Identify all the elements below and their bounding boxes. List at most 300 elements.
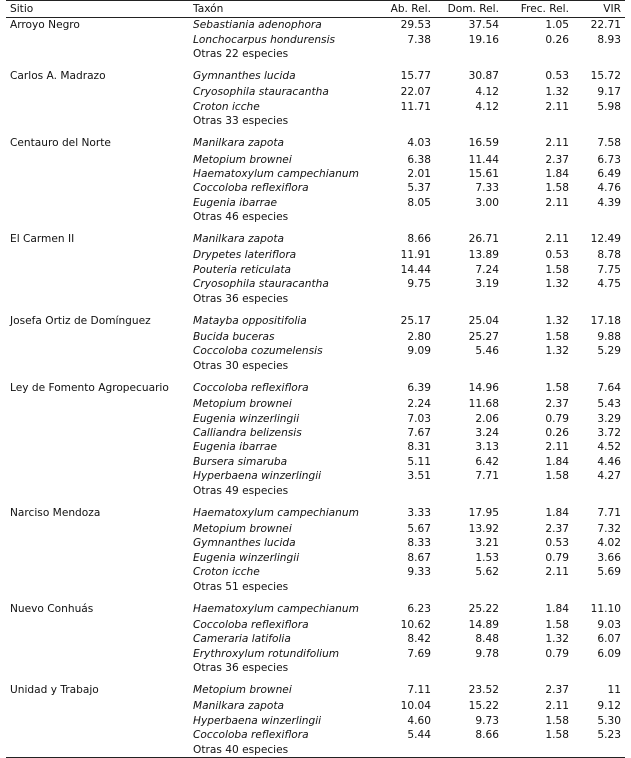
ab-rel-cell: 6.39 — [407, 382, 431, 395]
table-row — [6, 306, 625, 330]
ab-rel-cell: 8.66 — [407, 233, 431, 246]
empty-cell — [503, 359, 573, 373]
dom-rel-cell: 8.66 — [475, 729, 499, 742]
table-row — [6, 224, 625, 248]
dom-rel-cell: 16.59 — [468, 137, 499, 150]
site-cell — [6, 699, 189, 713]
taxon-cell — [189, 714, 370, 728]
taxon-cell — [189, 306, 370, 330]
table-row — [6, 536, 625, 550]
table-row — [6, 522, 625, 536]
vir-cell: 4.76 — [597, 182, 621, 195]
taxon-cell — [189, 594, 370, 618]
table-row — [6, 440, 625, 454]
site-cell — [6, 32, 189, 46]
site-cell — [6, 210, 189, 224]
site-cell — [6, 47, 189, 61]
dom-rel-cell: 25.04 — [468, 314, 499, 327]
taxon-cell — [189, 411, 370, 425]
table-row — [6, 632, 625, 646]
dom-rel-cell: 13.92 — [468, 522, 499, 535]
empty-cell — [503, 210, 573, 224]
ab-rel-cell: 8.67 — [407, 551, 431, 564]
vir-cell: 8.78 — [597, 249, 621, 262]
taxon-name: Coccoloba reflexiflora — [193, 182, 309, 195]
ab-rel-cell: 2.24 — [407, 398, 431, 411]
vir-cell: 6.07 — [597, 633, 621, 646]
dom-rel-cell: 19.16 — [468, 33, 499, 46]
vir-cell: 9.12 — [597, 700, 621, 713]
frec-rel-cell: 2.11 — [545, 196, 569, 209]
others-cell: Otras 40 especies — [193, 743, 289, 756]
table-row — [6, 181, 625, 195]
table-body — [6, 18, 625, 758]
dom-rel-cell: 14.96 — [468, 382, 499, 395]
taxon-cell — [189, 373, 370, 397]
empty-cell — [503, 579, 573, 593]
table-row — [6, 18, 625, 33]
ab-rel-cell: 3.51 — [407, 470, 431, 483]
table-row — [6, 344, 625, 358]
taxon-name: Coccoloba reflexiflora — [193, 729, 309, 742]
vir-cell: 6.73 — [597, 153, 621, 166]
vir-cell: 3.72 — [597, 427, 621, 439]
others-cell: Otras 49 especies — [193, 484, 289, 497]
empty-cell — [573, 742, 625, 757]
vir-cell: 9.17 — [597, 86, 621, 99]
taxon-cell — [189, 565, 370, 579]
taxon-cell — [189, 397, 370, 411]
taxon-name: Eugenia ibarrae — [193, 196, 278, 209]
dom-rel-cell: 7.24 — [475, 263, 499, 276]
taxon-cell — [189, 551, 370, 565]
site-cell — [6, 536, 189, 550]
empty-cell — [573, 291, 625, 305]
frec-rel-cell: 1.05 — [545, 19, 569, 32]
dom-rel-cell: 30.87 — [468, 70, 499, 83]
taxon-cell — [189, 522, 370, 536]
empty-cell — [370, 483, 435, 497]
site-cell — [6, 714, 189, 728]
site-cell — [6, 181, 189, 195]
taxon-name: Manilkara zapota — [193, 700, 284, 713]
header-dom-rel: Dom. Rel. — [447, 3, 499, 15]
taxon-name: Metopium brownei — [193, 522, 292, 535]
taxon-cell — [189, 18, 370, 33]
table-row — [6, 330, 625, 344]
frec-rel-cell: 1.32 — [545, 633, 569, 646]
site-cell — [6, 114, 189, 128]
vir-cell: 22.71 — [590, 19, 621, 32]
dom-rel-cell: 3.19 — [475, 278, 499, 291]
vir-cell: 8.93 — [597, 33, 621, 46]
empty-cell — [503, 47, 573, 61]
table-row — [6, 618, 625, 632]
empty-cell — [435, 114, 503, 128]
frec-rel-cell: 0.53 — [545, 249, 569, 262]
taxon-name: Pouteria reticulata — [193, 263, 292, 276]
table-row — [6, 373, 625, 397]
table-row — [6, 714, 625, 728]
empty-cell — [573, 47, 625, 61]
vir-cell: 3.29 — [597, 412, 621, 425]
site-cell: Ley de Fomento Agropecuario — [10, 382, 169, 395]
frec-rel-cell: 1.84 — [545, 506, 569, 519]
site-cell — [6, 551, 189, 565]
table-row — [6, 196, 625, 210]
empty-cell — [435, 47, 503, 61]
frec-rel-cell: 0.79 — [545, 551, 569, 564]
taxon-name: Calliandra belizensis — [193, 427, 302, 439]
taxon-name: Manilkara zapota — [193, 137, 284, 150]
taxon-cell — [189, 536, 370, 550]
ab-rel-cell: 7.11 — [407, 684, 431, 697]
taxon-cell — [189, 344, 370, 358]
empty-cell — [573, 359, 625, 373]
taxon-name: Haematoxylum campechianum — [193, 167, 359, 180]
dom-rel-cell: 14.89 — [468, 618, 499, 631]
vir-cell: 7.64 — [597, 382, 621, 395]
table-row — [6, 248, 625, 262]
table-row — [6, 675, 625, 699]
dom-rel-cell: 25.22 — [468, 602, 499, 615]
taxon-name: Gymnanthes lucida — [193, 70, 296, 83]
taxon-cell — [189, 277, 370, 291]
frec-rel-cell: 1.84 — [545, 455, 569, 468]
empty-cell — [573, 114, 625, 128]
taxon-cell — [189, 196, 370, 210]
site-cell — [6, 330, 189, 344]
taxon-name: Bursera simaruba — [193, 455, 288, 468]
taxon-name: Metopium brownei — [193, 684, 292, 697]
taxon-name: Coccoloba reflexiflora — [193, 382, 309, 395]
frec-rel-cell: 1.32 — [545, 86, 569, 99]
frec-rel-cell: 1.58 — [545, 382, 569, 395]
site-cell — [6, 152, 189, 166]
ab-rel-cell: 5.67 — [407, 522, 431, 535]
table-row — [6, 100, 625, 114]
empty-cell — [370, 291, 435, 305]
others-cell: Otras 30 especies — [193, 359, 289, 372]
frec-rel-cell: 0.79 — [545, 412, 569, 425]
frec-rel-cell: 1.58 — [545, 729, 569, 742]
vir-cell: 3.66 — [597, 551, 621, 564]
vir-cell: 5.69 — [597, 566, 621, 579]
taxon-cell — [189, 248, 370, 262]
taxon-cell — [189, 647, 370, 661]
dom-rel-cell: 1.53 — [475, 551, 499, 564]
vir-cell: 9.03 — [597, 618, 621, 631]
taxon-name: Eugenia ibarrae — [193, 441, 278, 454]
header-ab-rel: Ab. Rel. — [390, 3, 431, 15]
ab-rel-cell: 10.62 — [400, 618, 431, 631]
frec-rel-cell: 2.37 — [545, 684, 569, 697]
site-cell — [6, 647, 189, 661]
species-table — [6, 0, 625, 758]
others-row — [6, 742, 625, 757]
header-taxon: Taxón — [193, 3, 224, 15]
site-cell — [6, 483, 189, 497]
others-cell: Otras 51 especies — [193, 580, 289, 593]
table-row — [6, 426, 625, 440]
empty-cell — [435, 359, 503, 373]
empty-cell — [503, 483, 573, 497]
ab-rel-cell: 10.04 — [400, 700, 431, 713]
ab-rel-cell: 8.42 — [407, 633, 431, 646]
frec-rel-cell: 1.58 — [545, 182, 569, 195]
vir-cell: 7.32 — [597, 522, 621, 535]
ab-rel-cell: 25.17 — [400, 314, 431, 327]
vir-cell: 7.71 — [597, 506, 621, 519]
site-cell — [6, 455, 189, 469]
site-cell — [6, 632, 189, 646]
dom-rel-cell: 5.62 — [475, 566, 499, 579]
others-row — [6, 359, 625, 373]
table-row — [6, 594, 625, 618]
site-cell — [6, 469, 189, 483]
taxon-name: Bucida buceras — [193, 331, 275, 344]
ab-rel-cell: 8.31 — [407, 441, 431, 454]
others-row — [6, 114, 625, 128]
empty-cell — [370, 210, 435, 224]
site-cell — [6, 579, 189, 593]
empty-cell — [573, 210, 625, 224]
empty-cell — [573, 483, 625, 497]
frec-rel-cell: 2.11 — [545, 700, 569, 713]
frec-rel-cell: 1.84 — [545, 602, 569, 615]
ab-rel-cell: 5.11 — [407, 455, 431, 468]
vir-cell: 5.30 — [597, 714, 621, 727]
taxon-cell — [189, 181, 370, 195]
dom-rel-cell: 3.24 — [475, 427, 499, 439]
others-row — [6, 210, 625, 224]
site-cell — [6, 167, 189, 181]
vir-cell: 15.72 — [590, 70, 621, 83]
ab-rel-cell: 7.03 — [407, 412, 431, 425]
empty-cell — [503, 742, 573, 757]
vir-cell: 6.49 — [597, 167, 621, 180]
taxon-cell — [189, 728, 370, 742]
taxon-cell — [189, 632, 370, 646]
empty-cell — [435, 210, 503, 224]
table-row — [6, 469, 625, 483]
table-header — [6, 1, 625, 18]
header-row — [6, 1, 625, 18]
table-row — [6, 498, 625, 522]
site-cell — [6, 565, 189, 579]
site-cell — [6, 248, 189, 262]
dom-rel-cell: 11.68 — [468, 398, 499, 411]
taxon-name: Haematoxylum campechianum — [193, 602, 359, 615]
vir-cell: 5.43 — [597, 398, 621, 411]
others-cell: Otras 36 especies — [193, 292, 289, 305]
ab-rel-cell: 5.37 — [407, 182, 431, 195]
frec-rel-cell: 0.79 — [545, 647, 569, 660]
site-cell — [6, 359, 189, 373]
dom-rel-cell: 9.78 — [475, 647, 499, 660]
table-row — [6, 551, 625, 565]
ab-rel-cell: 8.33 — [407, 537, 431, 550]
vir-cell: 4.52 — [597, 441, 621, 454]
frec-rel-cell: 0.53 — [545, 70, 569, 83]
vir-cell: 7.75 — [597, 263, 621, 276]
ab-rel-cell: 14.44 — [400, 263, 431, 276]
vir-cell: 4.02 — [597, 537, 621, 550]
empty-cell — [503, 114, 573, 128]
vir-cell: 9.88 — [597, 331, 621, 344]
ab-rel-cell: 7.69 — [407, 647, 431, 660]
ab-rel-cell: 29.53 — [400, 19, 431, 32]
taxon-name: Cameraria latifolia — [193, 633, 291, 646]
frec-rel-cell: 2.37 — [545, 153, 569, 166]
taxon-cell — [189, 167, 370, 181]
frec-rel-cell: 1.58 — [545, 470, 569, 483]
vir-cell: 5.29 — [597, 345, 621, 358]
others-cell: Otras 46 especies — [193, 211, 289, 224]
taxon-name: Croton icche — [193, 100, 260, 113]
empty-cell — [370, 742, 435, 757]
dom-rel-cell: 15.22 — [468, 700, 499, 713]
vir-cell: 17.18 — [590, 314, 621, 327]
dom-rel-cell: 11.44 — [468, 153, 499, 166]
dom-rel-cell: 26.71 — [468, 233, 499, 246]
taxon-cell — [189, 675, 370, 699]
site-cell: Centauro del Norte — [10, 137, 111, 150]
taxon-cell — [189, 330, 370, 344]
taxon-name: Hyperbaena winzerlingii — [193, 470, 322, 483]
ab-rel-cell: 9.09 — [407, 345, 431, 358]
dom-rel-cell: 37.54 — [468, 19, 499, 32]
table-row — [6, 397, 625, 411]
site-cell: Unidad y Trabajo — [10, 684, 99, 697]
header-vir: VIR — [603, 3, 621, 15]
ab-rel-cell: 4.03 — [407, 137, 431, 150]
dom-rel-cell: 6.42 — [475, 455, 499, 468]
taxon-name: Matayba oppositifolia — [193, 314, 307, 327]
dom-rel-cell: 7.33 — [475, 182, 499, 195]
site-cell — [6, 411, 189, 425]
vir-cell: 11.10 — [590, 602, 621, 615]
ab-rel-cell: 11.91 — [400, 249, 431, 262]
empty-cell — [370, 661, 435, 675]
table-row — [6, 128, 625, 152]
ab-rel-cell: 11.71 — [400, 100, 431, 113]
taxon-cell — [189, 152, 370, 166]
taxon-name: Lonchocarpus hondurensis — [193, 33, 336, 46]
dom-rel-cell: 3.21 — [475, 537, 499, 550]
frec-rel-cell: 2.11 — [545, 100, 569, 113]
others-row — [6, 291, 625, 305]
vir-cell: 7.58 — [597, 137, 621, 150]
dom-rel-cell: 4.12 — [475, 100, 499, 113]
taxon-cell — [189, 618, 370, 632]
table-row — [6, 728, 625, 742]
empty-cell — [503, 291, 573, 305]
header-site: Sitio — [10, 3, 34, 15]
frec-rel-cell: 2.11 — [545, 441, 569, 454]
ab-rel-cell: 15.77 — [400, 70, 431, 83]
table-row — [6, 85, 625, 99]
vir-cell: 12.49 — [590, 233, 621, 246]
table-row — [6, 32, 625, 46]
vir-cell: 4.46 — [597, 455, 621, 468]
site-cell — [6, 728, 189, 742]
vir-cell: 4.27 — [597, 470, 621, 483]
ab-rel-cell: 4.60 — [407, 714, 431, 727]
frec-rel-cell: 1.58 — [545, 618, 569, 631]
taxon-name: Croton icche — [193, 566, 260, 579]
taxon-name: Cryosophila stauracantha — [193, 86, 329, 99]
taxon-cell — [189, 85, 370, 99]
vir-cell: 4.39 — [597, 196, 621, 209]
ab-rel-cell: 8.05 — [407, 196, 431, 209]
frec-rel-cell: 1.58 — [545, 331, 569, 344]
taxon-name: Metopium brownei — [193, 398, 292, 411]
site-cell: Nuevo Conhuás — [10, 602, 94, 615]
header-frec-rel: Frec. Rel. — [520, 3, 569, 15]
taxon-name: Cryosophila stauracantha — [193, 278, 329, 291]
others-row — [6, 483, 625, 497]
empty-cell — [435, 661, 503, 675]
ab-rel-cell: 7.38 — [407, 33, 431, 46]
site-cell: Josefa Ortiz de Domínguez — [10, 314, 151, 327]
site-cell — [6, 277, 189, 291]
taxon-cell — [189, 61, 370, 85]
site-cell — [6, 263, 189, 277]
site-cell — [6, 742, 189, 757]
dom-rel-cell: 15.61 — [468, 167, 499, 180]
dom-rel-cell: 17.95 — [468, 506, 499, 519]
dom-rel-cell: 13.89 — [468, 249, 499, 262]
ab-rel-cell: 3.33 — [407, 506, 431, 519]
empty-cell — [435, 742, 503, 757]
dom-rel-cell: 4.12 — [475, 86, 499, 99]
table-row — [6, 565, 625, 579]
frec-rel-cell: 1.58 — [545, 263, 569, 276]
taxon-cell — [189, 100, 370, 114]
taxon-name: Haematoxylum campechianum — [193, 506, 359, 519]
others-row — [6, 47, 625, 61]
frec-rel-cell: 1.32 — [545, 345, 569, 358]
taxon-cell — [189, 498, 370, 522]
dom-rel-cell: 5.46 — [475, 345, 499, 358]
empty-cell — [370, 359, 435, 373]
site-cell: Narciso Mendoza — [10, 506, 101, 519]
table-row — [6, 152, 625, 166]
site-cell — [6, 426, 189, 440]
taxon-cell — [189, 426, 370, 440]
vir-cell: 4.75 — [597, 278, 621, 291]
site-cell — [6, 85, 189, 99]
frec-rel-cell: 0.26 — [545, 427, 569, 439]
taxon-name: Gymnanthes lucida — [193, 537, 296, 550]
site-cell: Arroyo Negro — [10, 19, 80, 32]
taxon-name: Sebastiania adenophora — [193, 19, 322, 32]
frec-rel-cell: 2.11 — [545, 137, 569, 150]
site-cell — [6, 618, 189, 632]
empty-cell — [370, 114, 435, 128]
table-row — [6, 647, 625, 661]
taxon-cell — [189, 263, 370, 277]
taxon-cell — [189, 699, 370, 713]
taxon-cell — [189, 440, 370, 454]
dom-rel-cell: 9.73 — [475, 714, 499, 727]
site-cell — [6, 661, 189, 675]
taxon-name: Metopium brownei — [193, 153, 292, 166]
empty-cell — [573, 579, 625, 593]
dom-rel-cell: 3.00 — [475, 196, 499, 209]
table-row — [6, 167, 625, 181]
